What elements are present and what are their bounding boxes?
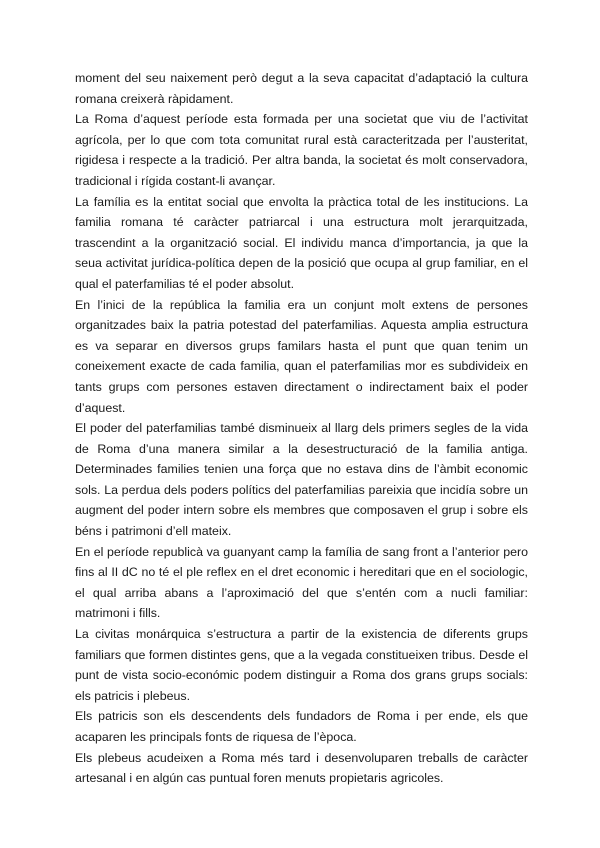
paragraph: Els plebeus acudeixen a Roma més tard i desenvoluparen treballs de caràcter artesanal i en algún cas puntual foren menuts propietaris agricoles. (75, 750, 528, 786)
paragraph: La Roma d’aquest període esta formada per una societat que viu de l’activitat agrícola, per lo que com tota comunitat rural està caracteritzada per l’austeritat, rigidesa i respecte a la tradició. Per altra banda, la societat és molt conservadora, tradicional i rígida costant-li avançar. (75, 112, 528, 188)
paragraph: La família es la entitat social que envolta la pràctica total de les institucions. La familia romana té caràcter patriarcal i una estructura molt jerarquitzada, trascendint a la organització social. El individu manca d’importancia, ja que la seua activitat jurídica-política depen de la posició que ocupa al grup familiar, en el qual el paterfamilias té el poder absolut. (75, 194, 528, 291)
paragraph: En el període republicà va guanyant camp la família de sang front a l’anterior pero fins al II dC no té el ple reflex en el dret economic i hereditari que en el sociologic, el qual arriba abans a l’aproximació del que s’entén com a nucli familiar: matrimoni i fills. (75, 544, 528, 621)
document-body (75, 68, 528, 789)
paragraph: El poder del paterfamilias també disminueix al llarg dels primers segles de la vida de Roma d’una manera similar a la desestructuració de la familia antiga. Determinades families tenien una força que no estava dins de l’àmbit economic sols. La perdua dels poders polítics del paterfamilias pareixia que incidía sobre un augment del poder intern sobre els membres que composaven el grup i sobre els béns i patrimoni d’ell mateix. (75, 421, 528, 539)
paragraph: Els patricis son els descendents dels fundadors de Roma i per ende, els que acaparen les principals fonts de riquesa de l’època. (75, 709, 528, 744)
paragraph: En l’inici de la república la familia era un conjunt molt extens de persones organitzades baix la patria potestad del paterfamilias. Aquesta amplia estructura es va separar en diversos grups familars hasta el punt que quan tenim un coneixement exacte de cada familia, quan el paterfamilias mor es subdivideix en tants grups com persones estaven directament o indirectament baix el poder d’aquest. (75, 297, 528, 415)
paragraph: La civitas monárquica s’estructura a partir de la existencia de diferents grups familiars que formen distintes gens, que a la vegada constitueixen tribus. Desde el punt de vista socio-económic podem distinguir a Roma dos grans grups socials: els patricis i plebeus. (75, 627, 528, 703)
paragraph: moment del seu naixement però degut a la seva capacitat d’adaptació la cultura romana creixerà ràpidament. (75, 71, 528, 106)
